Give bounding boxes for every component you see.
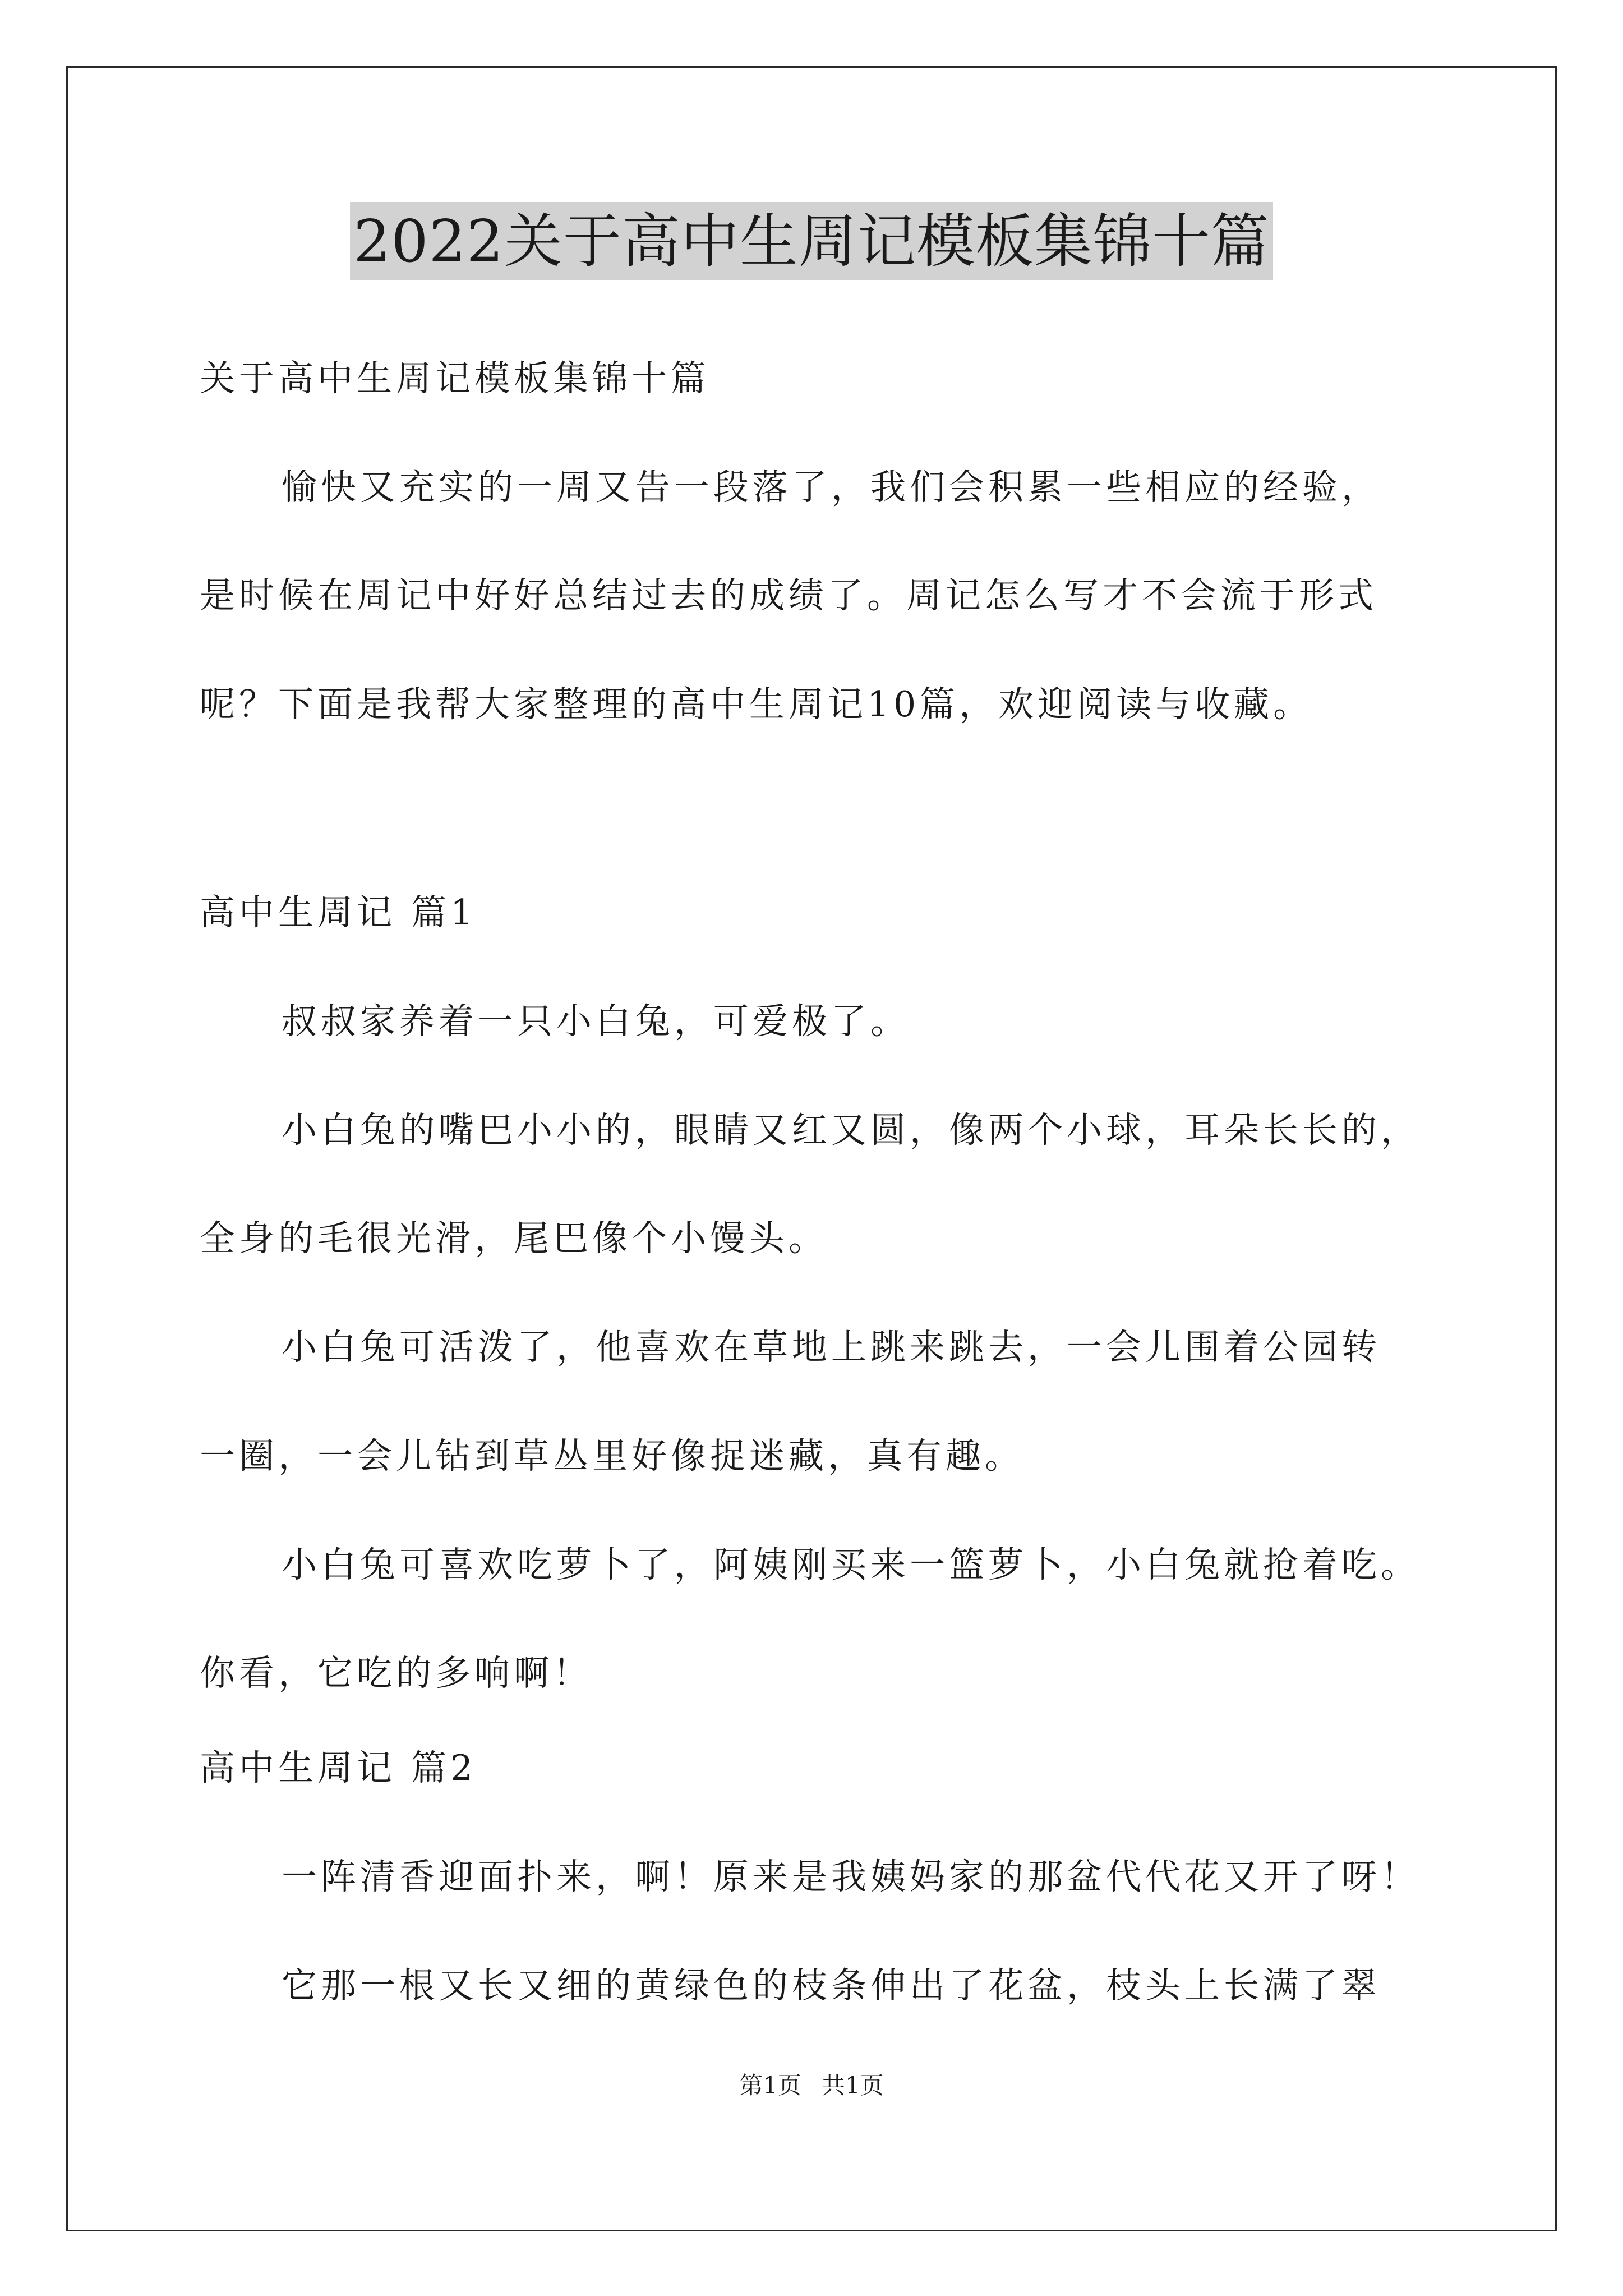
intro-line-2: 是时候在周记中好好总结过去的成绩了。周记怎么写才不会流于形式 xyxy=(200,575,1377,616)
page-total: 共1页 xyxy=(822,2072,884,2099)
title-wrap xyxy=(0,202,1623,280)
paragraph-line: 它那一根又长又细的黄绿色的枝条伸出了花盆，枝头上长满了翠 xyxy=(282,1965,1381,2006)
paragraph-line: 小白兔可活泼了，他喜欢在草地上跳来跳去，一会儿围着公园转 xyxy=(282,1327,1381,1368)
paragraph-line: 一阵清香迎面扑来，啊！原来是我姨妈家的那盆代代花又开了呀！ xyxy=(282,1856,1420,1897)
paragraph-line: 一圈，一会儿钻到草丛里好像捉迷藏，真有趣。 xyxy=(200,1435,1024,1476)
intro-line-1: 愉快又充实的一周又告一段落了，我们会积累一些相应的经验， xyxy=(282,467,1381,508)
page-number: 第1页 xyxy=(739,2072,801,2099)
document-title: 2022关于高中生周记模板集锦十篇 xyxy=(350,202,1273,280)
paragraph-line: 小白兔的嘴巴小小的，眼睛又红又圆，像两个小球，耳朵长长的， xyxy=(282,1110,1420,1151)
section-heading-1: 高中生周记 篇1 xyxy=(200,892,477,933)
paragraph-line: 小白兔可喜欢吃萝卜了，阿姨刚买来一篮萝卜，小白兔就抢着吃。 xyxy=(282,1544,1420,1585)
page-footer xyxy=(0,2070,1623,2101)
subtitle-line: 关于高中生周记模板集锦十篇 xyxy=(200,358,710,399)
section-heading-2: 高中生周记 篇2 xyxy=(200,1747,477,1788)
intro-line-3: 呢？下面是我帮大家整理的高中生周记10篇，欢迎阅读与收藏。 xyxy=(200,684,1313,725)
paragraph-line: 全身的毛很光滑，尾巴像个小馒头。 xyxy=(200,1218,828,1259)
paragraph-line: 你看，它吃的多响啊！ xyxy=(200,1653,592,1694)
paragraph-line: 叔叔家养着一只小白兔，可爱极了。 xyxy=(282,1001,910,1042)
